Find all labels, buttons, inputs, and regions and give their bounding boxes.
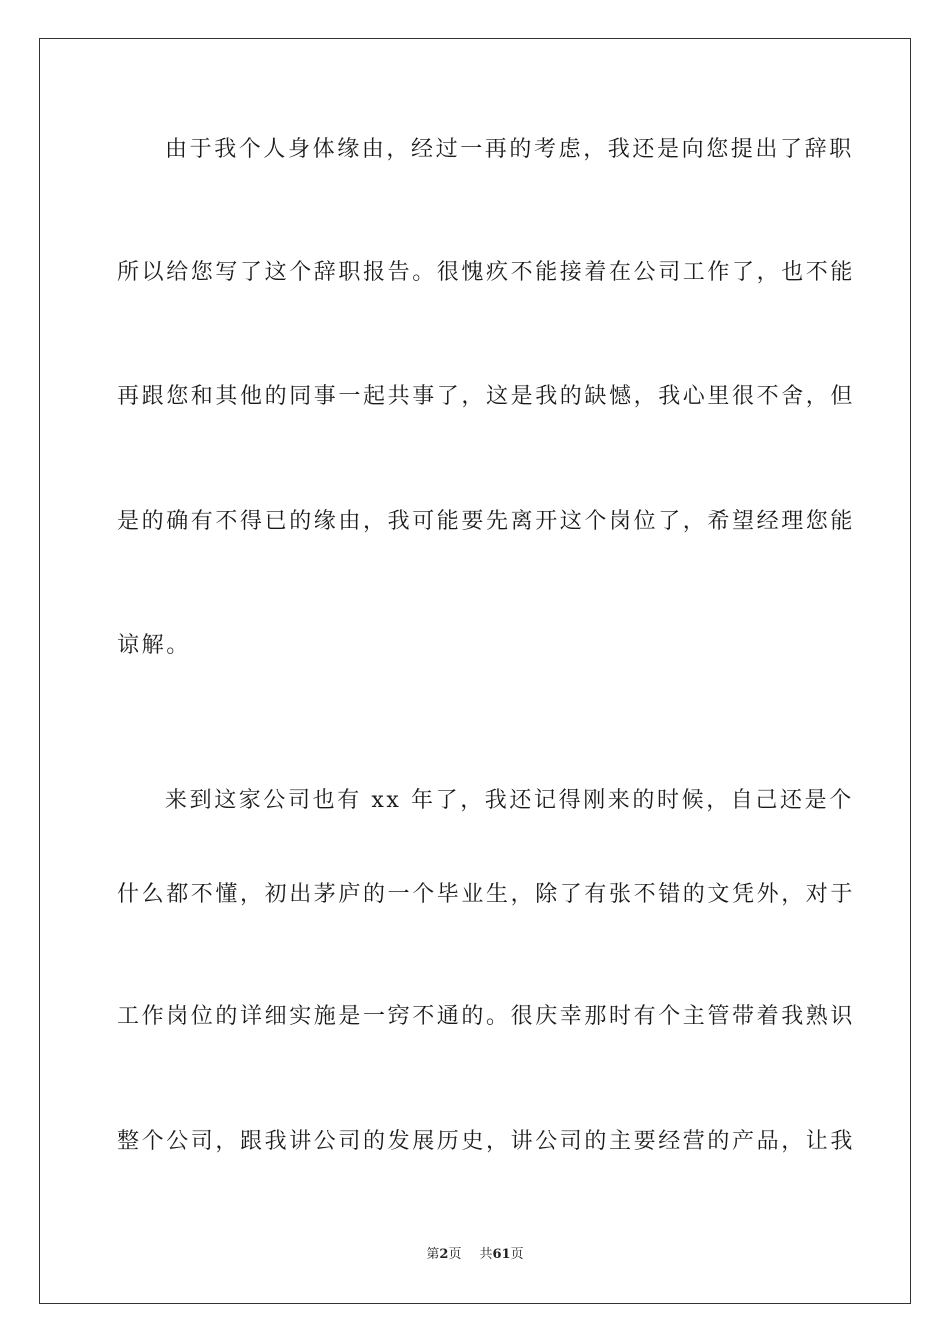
paragraph-1-line-5: 谅解。 xyxy=(117,633,191,658)
page-footer xyxy=(0,1246,950,1264)
page-suffix: 页 xyxy=(448,1247,462,1262)
total-pages: 61 xyxy=(492,1247,511,1262)
paragraph-1-line-2: 所以给您写了这个辞职报告。很愧疚不能接着在公司工作了，也不能 xyxy=(117,260,856,285)
paragraph-1-line-4: 是的确有不得已的缘由，我可能要先离开这个岗位了，希望经理您能 xyxy=(117,509,856,534)
total-suffix: 页 xyxy=(510,1247,524,1262)
paragraph-1-line-1: 由于我个人身体缘由，经过一再的考虑，我还是向您提出了辞职 xyxy=(165,137,854,162)
page-prefix: 第 xyxy=(426,1247,440,1262)
page-border xyxy=(39,38,911,1304)
paragraph-2-line-4: 整个公司，跟我讲公司的发展历史，讲公司的主要经营的产品，让我 xyxy=(117,1129,856,1154)
total-prefix: 共 xyxy=(479,1247,493,1262)
paragraph-2-line-3: 工作岗位的详细实施是一窍不通的。很庆幸那时有个主管带着我熟识 xyxy=(117,1004,856,1029)
paragraph-2-line-2: 什么都不懂，初出茅庐的一个毕业生，除了有张不错的文凭外，对于 xyxy=(117,882,856,907)
page-number: 2 xyxy=(439,1247,449,1262)
paragraph-1-line-3: 再跟您和其他的同事一起共事了，这是我的缺憾，我心里很不舍，但 xyxy=(117,384,856,409)
paragraph-2-line-1: 来到这家公司也有 xx 年了，我还记得刚来的时候，自己还是个 xyxy=(165,788,854,813)
